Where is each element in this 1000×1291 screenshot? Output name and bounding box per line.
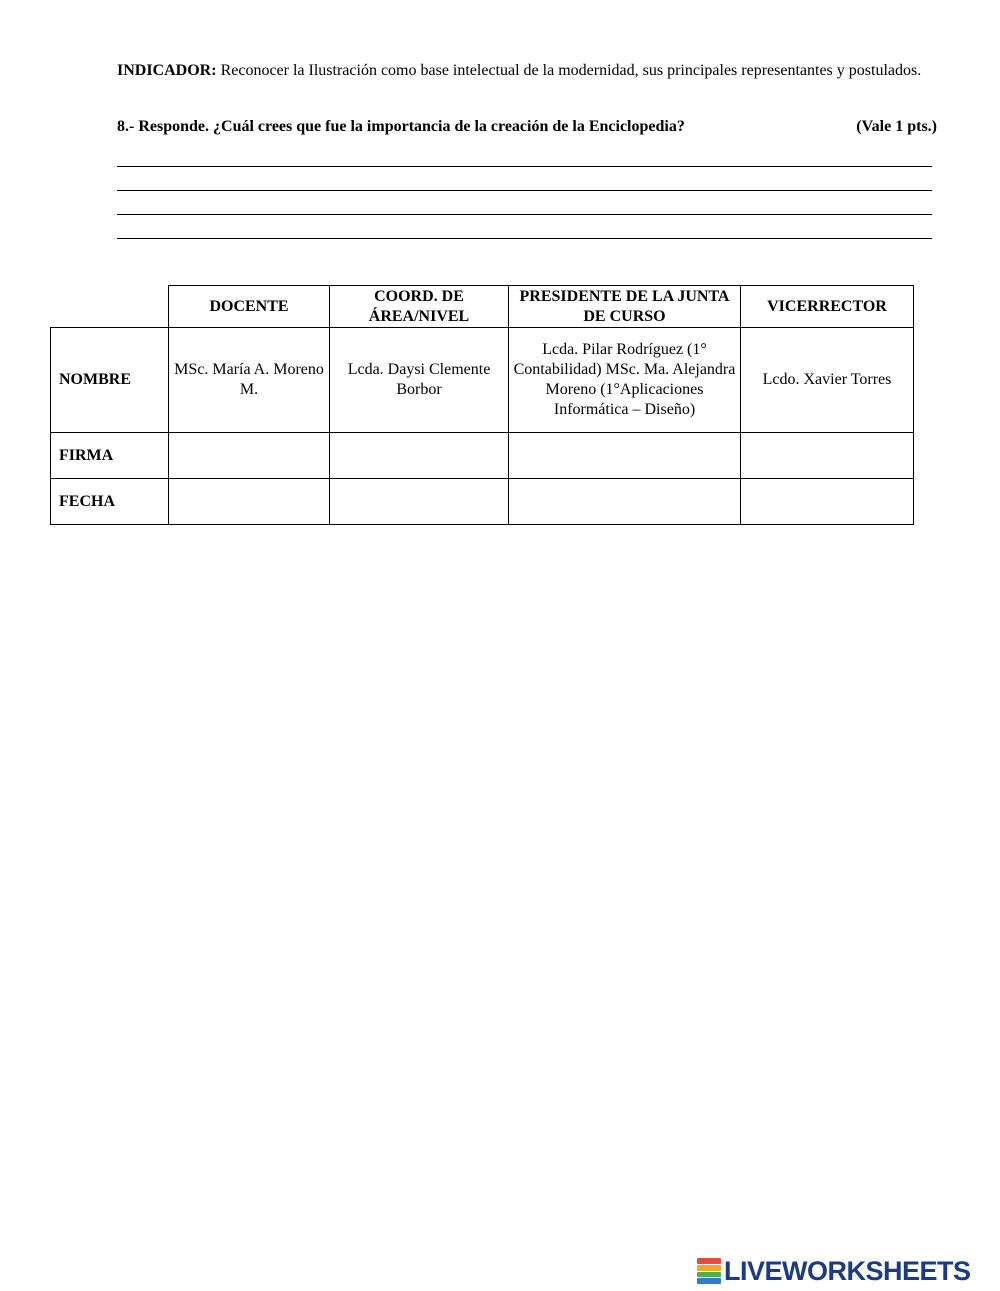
cell-firma-presidente[interactable] — [509, 433, 741, 479]
header-vicerrector: VICERRECTOR — [741, 286, 914, 328]
cell-firma-coord[interactable] — [330, 433, 509, 479]
cell-vicerrector-name: Lcdo. Xavier Torres — [741, 328, 914, 433]
cell-firma-docente[interactable] — [169, 433, 330, 479]
row-fecha — [51, 479, 914, 525]
question-8 — [117, 116, 937, 138]
question-value: (Vale 1 pts.) — [856, 118, 937, 135]
row-label-nombre: NOMBRE — [51, 328, 169, 433]
indicator-label: INDICADOR: — [117, 62, 217, 79]
answer-line[interactable] — [117, 238, 932, 239]
header-docente: DOCENTE — [169, 286, 330, 328]
answer-line[interactable] — [117, 166, 932, 167]
row-label-fecha: FECHA — [51, 479, 169, 525]
cell-fecha-vicerrector[interactable] — [741, 479, 914, 525]
logo-block — [697, 1278, 721, 1284]
logo-block — [697, 1265, 721, 1271]
signature-table — [50, 285, 914, 525]
row-firma — [51, 433, 914, 479]
cell-fecha-coord[interactable] — [330, 479, 509, 525]
indicator-text: Reconocer la Ilustración como base intelectual de la modernidad, sus principales representantes y postulados. — [216, 62, 922, 79]
logo-block — [697, 1272, 721, 1278]
header-row — [51, 286, 914, 328]
question-text: 8.- Responde. ¿Cuál crees que fue la importancia de la creación de la Enciclopedia? — [117, 118, 685, 135]
cell-fecha-docente[interactable] — [169, 479, 330, 525]
logo-icon — [697, 1258, 721, 1284]
header-coord: COORD. DE ÁREA/NIVEL — [330, 286, 509, 328]
logo-text: LIVEWORKSHEETS — [724, 1255, 971, 1286]
indicator-paragraph — [117, 59, 937, 82]
logo-block — [697, 1258, 721, 1264]
liveworksheets-logo — [697, 1256, 971, 1286]
answer-line[interactable] — [117, 214, 932, 215]
cell-coord-name: Lcda. Daysi Clemente Borbor — [330, 328, 509, 433]
cell-firma-vicerrector[interactable] — [741, 433, 914, 479]
cell-fecha-presidente[interactable] — [509, 479, 741, 525]
cell-presidente-name: Lcda. Pilar Rodríguez (1° Contabilidad) MSc. Ma. Alejandra Moreno (1°Aplicaciones Informática – Diseño) — [509, 328, 741, 433]
corner-cell — [51, 286, 169, 328]
row-label-firma: FIRMA — [51, 433, 169, 479]
cell-docente-name: MSc. María A. Moreno M. — [169, 328, 330, 433]
header-presidente: PRESIDENTE DE LA JUNTA DE CURSO — [509, 286, 741, 328]
row-nombre — [51, 328, 914, 433]
answer-line[interactable] — [117, 190, 932, 191]
